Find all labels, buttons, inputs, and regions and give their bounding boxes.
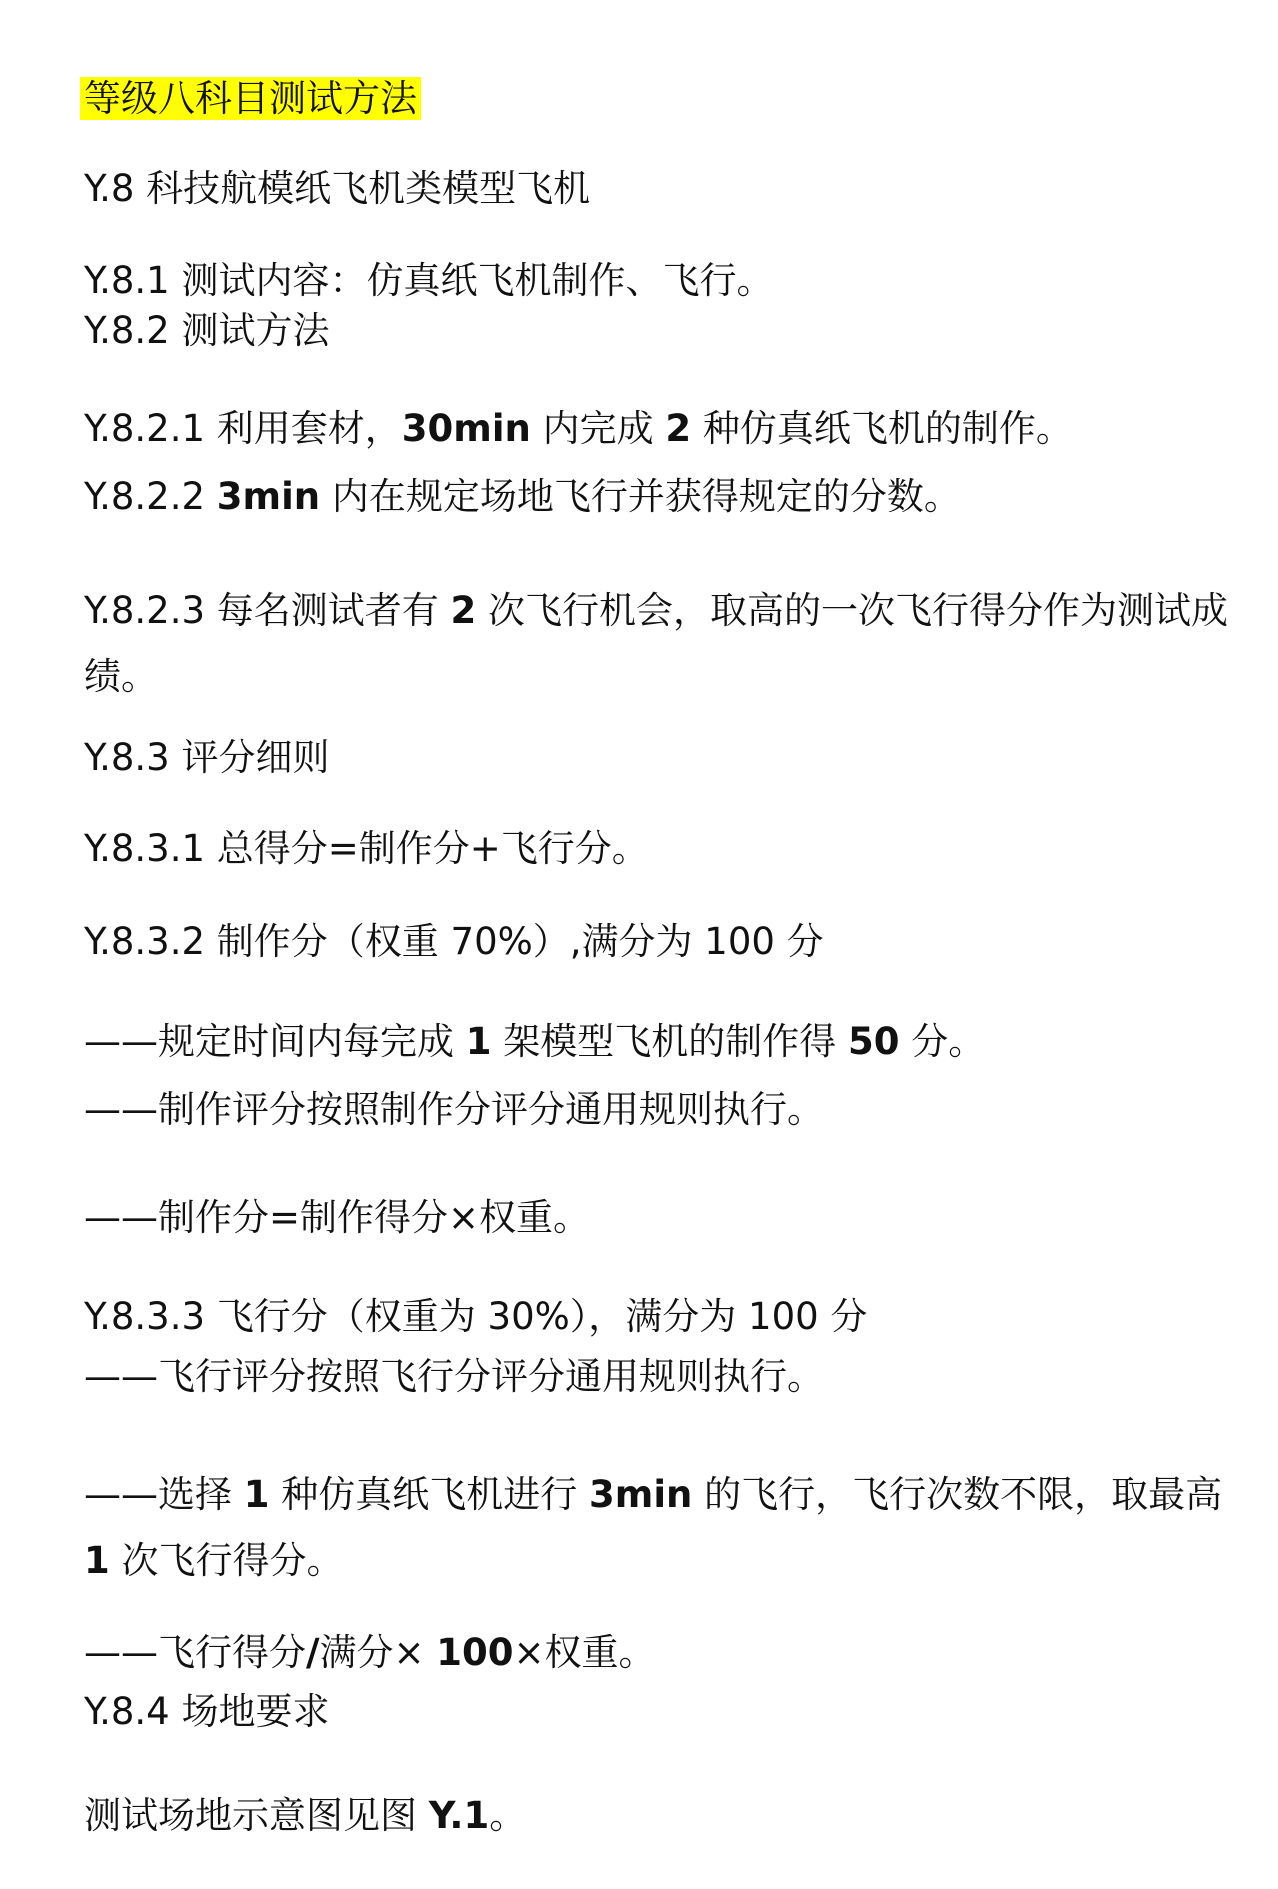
dash-item: ——飞行评分按照飞行分评分通用规则执行。	[84, 1355, 824, 1398]
dash-item	[84, 1628, 656, 1678]
bold-segment: 50	[848, 1020, 900, 1063]
page-title	[84, 74, 421, 124]
dash-item: ——制作评分按照制作分评分通用规则执行。	[84, 1088, 824, 1131]
text-segment: 的飞行，飞行次数不限，取最高	[692, 1473, 1223, 1516]
text-segment: 次飞行得分。	[109, 1539, 344, 1582]
text-segment: 。	[489, 1794, 527, 1837]
section-y8-2: Y.8.2 测试方法	[84, 309, 330, 352]
text-segment: 架模型飞机的制作得	[491, 1020, 849, 1063]
text-segment: 种仿真纸飞机的制作。	[691, 407, 1073, 450]
bold-segment: 3min	[589, 1473, 693, 1516]
text-segment: 次飞行机会，取高的一次飞行得分作为测试成绩。	[84, 589, 1229, 698]
bold-segment: 1	[465, 1020, 492, 1063]
bold-segment: 100	[436, 1631, 514, 1674]
text-segment: 内在规定场地飞行并获得规定的分数。	[320, 475, 961, 518]
text-segment: 测试场地示意图见图	[84, 1794, 429, 1837]
bold-segment: Y.1	[428, 1794, 490, 1837]
bold-segment: 1	[243, 1473, 270, 1516]
section-y8-4: Y.8.4 场地要求	[84, 1690, 330, 1733]
section-y8-2-2	[84, 472, 961, 522]
text-segment: 分。	[899, 1020, 986, 1063]
text-segment: ×权重。	[513, 1631, 656, 1674]
text-segment: ——规定时间内每完成	[84, 1020, 466, 1063]
section-y8-3-2: Y.8.3.2 制作分（权重 70%）,满分为 100 分	[84, 920, 824, 963]
text-segment: 种仿真纸飞机进行	[269, 1473, 590, 1516]
text-segment: ——选择	[84, 1473, 244, 1516]
dash-item: ——制作分=制作得分×权重。	[84, 1196, 591, 1239]
dash-item	[84, 1017, 985, 1067]
text-segment: Y.8.2.1 利用套材，	[84, 407, 402, 450]
section-y8-3-1: Y.8.3.1 总得分=制作分+飞行分。	[84, 827, 649, 870]
text-segment: ——飞行得分	[84, 1631, 306, 1674]
dash-item	[84, 1462, 1244, 1594]
section-y8-1: Y.8.1 测试内容：仿真纸飞机制作、飞行。	[84, 259, 774, 302]
text-segment: 内完成	[530, 407, 666, 450]
bold-segment: 3min	[216, 475, 321, 518]
section-y8-3: Y.8.3 评分细则	[84, 736, 330, 779]
bold-segment: 2	[450, 589, 477, 632]
figure-reference	[84, 1791, 526, 1841]
bold-segment: /	[306, 1631, 320, 1674]
section-y8: Y.8 科技航模纸飞机类模型飞机	[84, 167, 591, 210]
section-y8-2-3	[84, 578, 1244, 710]
bold-segment: 2	[665, 407, 692, 450]
bold-segment: 30min	[401, 407, 531, 450]
text-segment: Y.8.2.3 每名测试者有	[84, 589, 451, 632]
section-y8-2-1	[84, 404, 1073, 454]
bold-segment: 1	[84, 1539, 110, 1582]
highlighted-heading: 等级八科目测试方法	[80, 77, 421, 120]
text-segment: 满分×	[319, 1631, 437, 1674]
text-segment: Y.8.2.2	[84, 475, 217, 518]
section-y8-3-3: Y.8.3.3 飞行分（权重为 30%），满分为 100 分	[84, 1295, 868, 1338]
